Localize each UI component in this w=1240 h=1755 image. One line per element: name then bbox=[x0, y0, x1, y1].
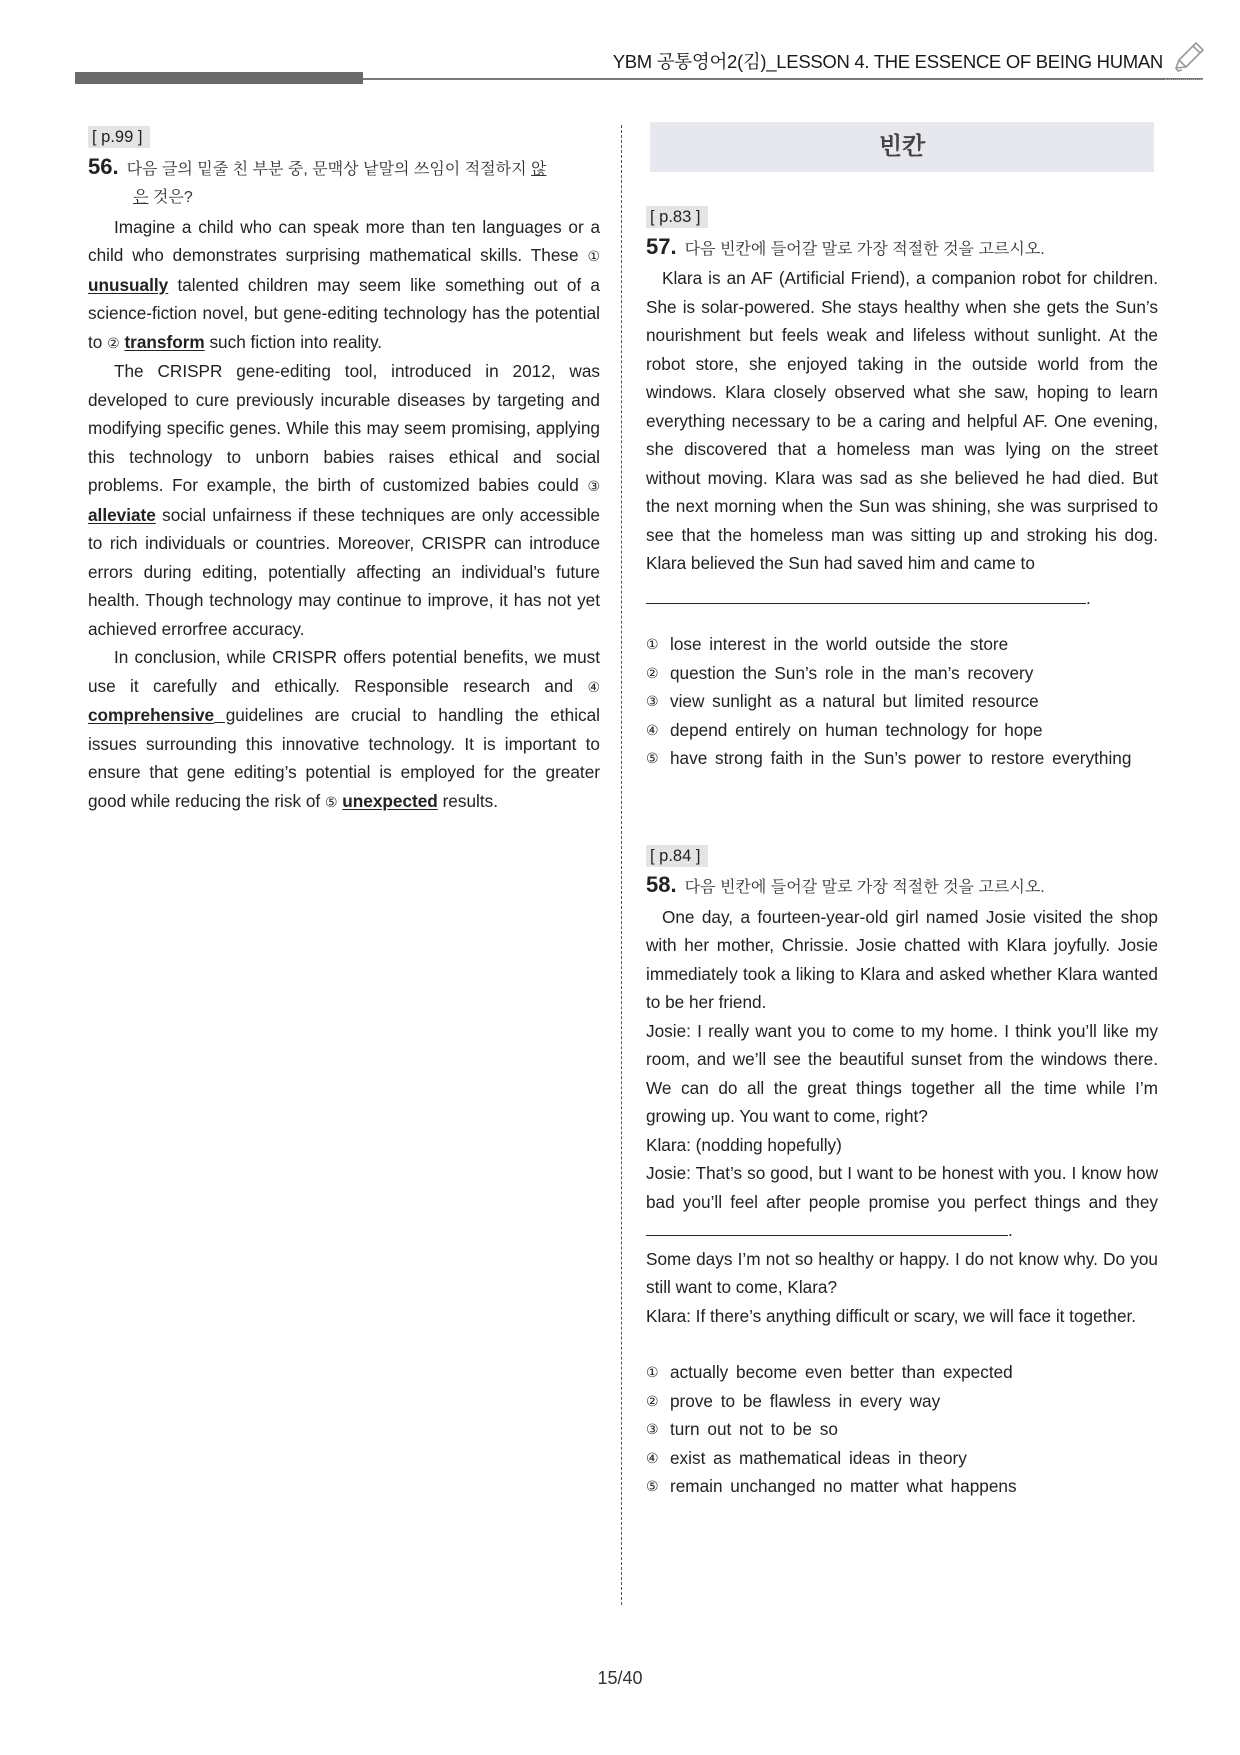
dialog-line: Josie: I really want you to come to my home. I think you’ll like my room, and we’ll see the beautiful sunset from the windows there. We can do all the great things together all the time while I’m growing up. You want to come, right? bbox=[646, 1020, 1158, 1126]
passage-intro: One day, a fourteen-year-old girl named Josie visited the shop with her mother, Chrissie. Josie chatted with Klara joyfully. Josie immediately took a liking to Klara and asked whether Klara wanted to be her friend. bbox=[646, 906, 1158, 1012]
pencil-icon bbox=[1168, 38, 1208, 78]
underlined-word: alleviate bbox=[88, 504, 156, 525]
section-title: 빈칸 bbox=[650, 122, 1154, 172]
answer-option[interactable]: ③ view sunlight as a natural but limited resource bbox=[646, 691, 1039, 711]
header-title: YBM 공통영어2(김)_LESSON 4. THE ESSENCE OF BEING HUMAN bbox=[612, 51, 1163, 72]
question-58 bbox=[646, 841, 1158, 1501]
question-header bbox=[88, 153, 600, 185]
underlined-word: transform bbox=[124, 331, 205, 352]
passage-paragraph-2: The CRISPR gene-editing tool, introduced in 2012, was developed to cure previously incurable diseases by targeting and modifying specific genes. While this may seem promising, applying this technology to unborn babies raises ethical and social problems. For example, the birth of customized babies could ③ alleviate social unfairness if these techniques are only accessible to rich individuals or countries. Moreover, CRISPR can introduce errors during editing, potentially affecting an individual’s future health. Though technology may continue to improve, it has not yet achieved errorfree accuracy. bbox=[88, 361, 600, 639]
answer-blank: . bbox=[646, 584, 1158, 613]
question-prompt: 다음 글의 밑줄 친 부분 중, 문맥상 낱말의 쓰임이 적절하지 않 bbox=[126, 160, 547, 178]
answer-option[interactable]: ① actually become even better than expected bbox=[646, 1362, 1013, 1382]
answer-option[interactable]: ② question the Sun’s role in the man’s recovery bbox=[646, 662, 1034, 683]
question-prompt: 다음 빈칸에 들어갈 말로 가장 적절한 것을 고르시오. bbox=[684, 879, 1045, 896]
passage bbox=[646, 903, 1158, 1331]
answer-options bbox=[646, 1358, 1158, 1501]
passage-paragraph-1: Imagine a child who can speak more than ten languages or a child who demonstrates surprising mathematical skills. These ① unusually talented children may seem like something out of a science-fiction novel, but gene-editing technology has the potential to ② transform such fiction into reality. bbox=[88, 216, 600, 352]
dialog-line: Some days I’m not so healthy or happy. I do not know why. Do you still want to come, Klara? bbox=[646, 1248, 1158, 1297]
right-column bbox=[646, 122, 1158, 1501]
choice-marker: ④ bbox=[587, 678, 600, 695]
question-56 bbox=[88, 122, 600, 816]
underlined-word: unusually bbox=[88, 274, 169, 295]
question-number: 56. bbox=[88, 153, 119, 179]
page-header bbox=[0, 0, 1240, 90]
question-prompt: 다음 빈칸에 들어갈 말로 가장 적절한 것을 고르시오. bbox=[684, 240, 1045, 258]
page-number: 15/40 bbox=[597, 1668, 643, 1688]
dialog-line: Josie: That’s so good, but I want to be honest with you. I know how bad you’ll feel after people promise you perfect things and they . bbox=[646, 1163, 1158, 1240]
choice-marker: ③ bbox=[587, 478, 600, 494]
choice-marker: ② bbox=[107, 334, 120, 351]
answer-option[interactable]: ① lose interest in the world outside the store bbox=[646, 634, 1009, 654]
question-prompt-continued: 은 것은? bbox=[133, 189, 193, 206]
question-57 bbox=[646, 202, 1158, 773]
passage: Klara is an AF (Artificial Friend), a companion robot for children. She is solar-powered. She stays healthy when she gets the Sun’s nourishment but feels weak and lifeless without sunlight. At the robot store, she enjoyed taking in the outside world from the windows. Klara closely observed what she saw, hoping to learn everything necessary to be a caring and helpful AF. One evening, she discovered that a homeless man was lying on the street without moving. Klara was sad as she believed he had died. But the next morning when the Sun was shining, she was surprised to see that the homeless man was sitting up and stroking his dog. Klara believed the Sun had saved him and came to bbox=[646, 268, 1158, 573]
page-reference: [ p.84 ] bbox=[646, 845, 708, 867]
choice-marker: ⑤ bbox=[324, 793, 338, 810]
underlined-word: unexpected bbox=[342, 790, 438, 811]
underlined-word: comprehensive bbox=[88, 705, 215, 725]
question-number: 58. bbox=[646, 872, 677, 897]
column-divider bbox=[621, 125, 622, 1605]
header-bar bbox=[75, 72, 363, 84]
question-header bbox=[646, 871, 1158, 903]
dialog-line: Klara: (nodding hopefully) bbox=[646, 1134, 842, 1155]
answer-options bbox=[646, 630, 1158, 773]
question-header bbox=[646, 233, 1158, 265]
answer-option[interactable]: ③ turn out not to be so bbox=[646, 1419, 838, 1439]
answer-option[interactable]: ⑤ remain unchanged no matter what happens bbox=[646, 1476, 1017, 1496]
dialog-line: Klara: If there’s anything difficult or scary, we will face it together. bbox=[646, 1305, 1137, 1326]
page-reference: [ p.99 ] bbox=[88, 126, 150, 148]
answer-option[interactable]: ⑤ have strong faith in the Sun’s power to restore everything bbox=[646, 748, 1132, 768]
passage-paragraph-3: In conclusion, while CRISPR offers potential benefits, we must use it carefully and ethically. Responsible research and ④ comprehensive guidelines are crucial to handling the ethical issues surrounding this innovative technology. It is important to ensure that gene editing’s potential is employed for the greater good while reducing the risk of ⑤ unexpected results. bbox=[88, 647, 600, 811]
answer-option[interactable]: ④ depend entirely on human technology for hope bbox=[646, 719, 1043, 740]
page-reference: [ p.83 ] bbox=[646, 206, 708, 228]
answer-option[interactable]: ② prove to be flawless in every way bbox=[646, 1390, 941, 1411]
answer-blank bbox=[646, 1219, 1008, 1236]
question-number: 57. bbox=[646, 233, 677, 259]
answer-option[interactable]: ④ exist as mathematical ideas in theory bbox=[646, 1447, 967, 1468]
header-dotted-rule bbox=[1165, 79, 1203, 80]
choice-marker: ① bbox=[587, 248, 600, 264]
header-rule bbox=[363, 78, 1203, 80]
